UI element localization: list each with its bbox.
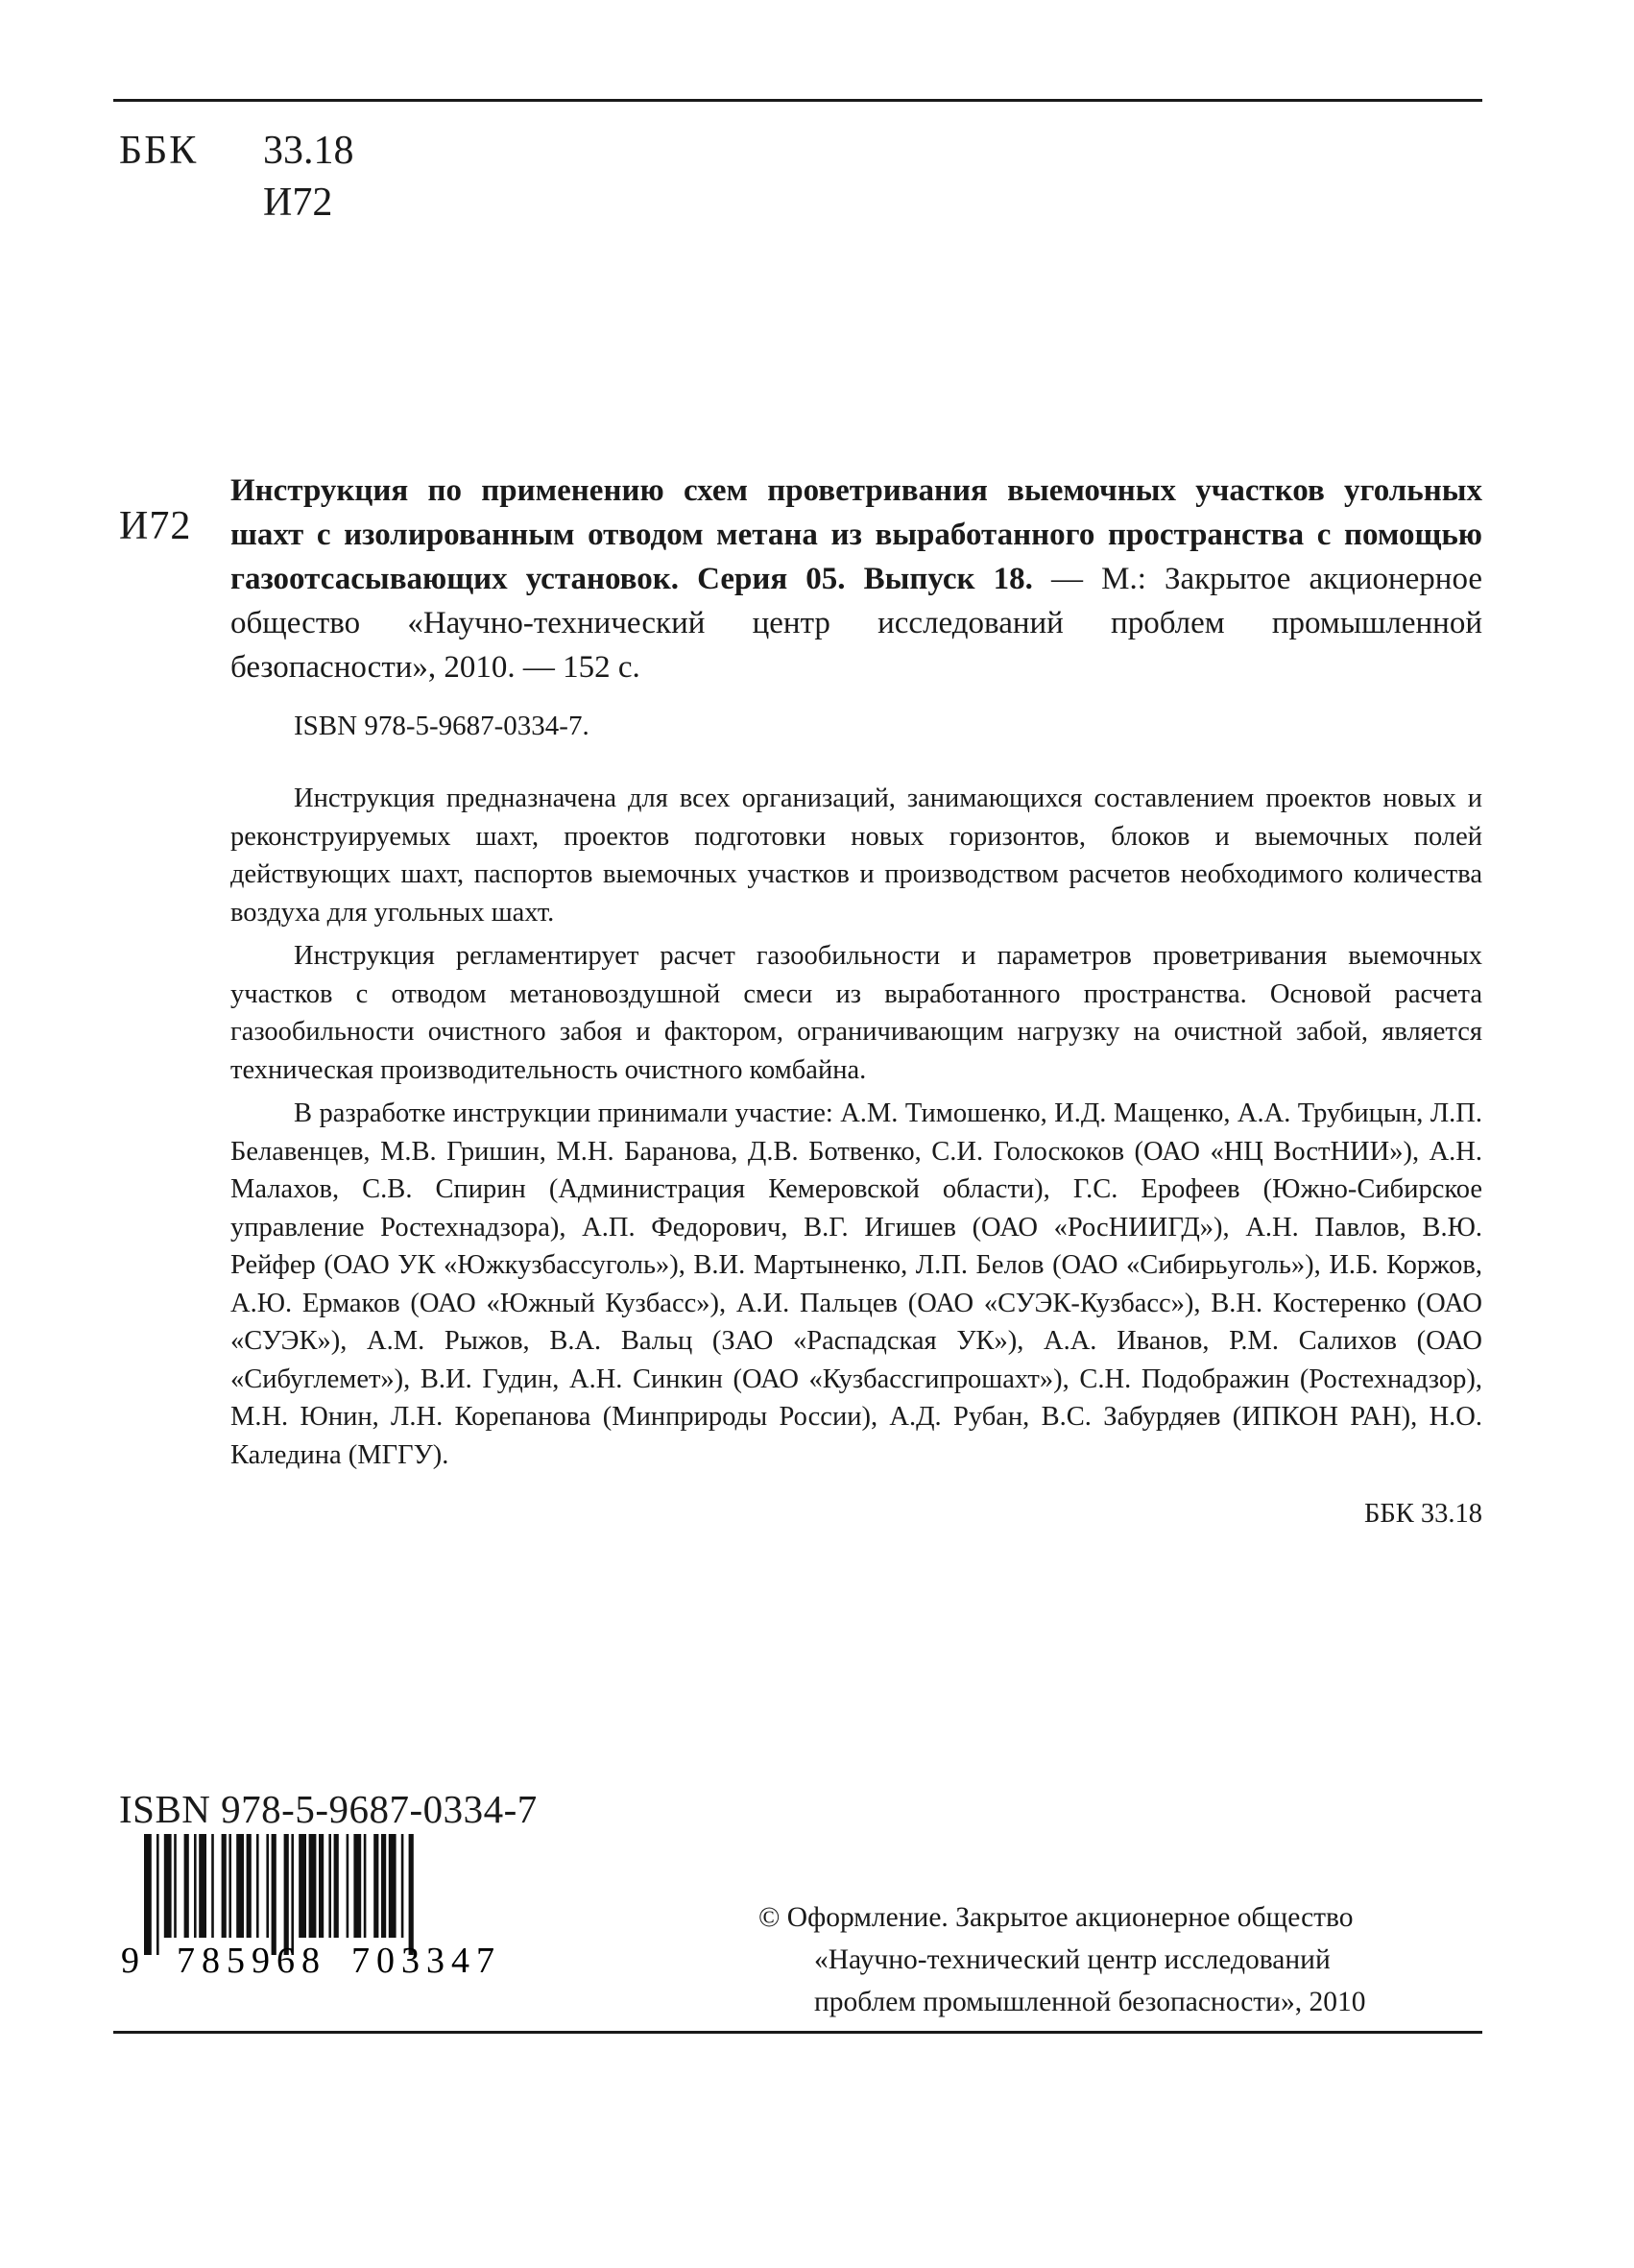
bibliographic-entry	[230, 469, 1482, 1533]
barcode-bar	[156, 1834, 159, 1955]
side-author-code: И72	[119, 504, 192, 548]
barcode-bar	[236, 1834, 244, 1938]
title-paragraph	[230, 469, 1482, 689]
isbn-line: ISBN 978-5-9687-0334-7.	[294, 711, 589, 741]
barcode-bar	[164, 1834, 172, 1938]
barcode-bar	[247, 1834, 252, 1938]
contributors-paragraph: В разработке инструкции принимали участие: А.М. Тимошенко, И.Д. Мащенко, А.А. Трубицын, Л.П. Белавенцев, М.В. Гришин, М.Н. Баранова, Д.В. Ботвенко, С.И. Голоскоков (ОАО «НЦ ВостНИИ»), А.Н. Малахов, С.В. Спирин (Администрация Кемеровской области), Г.С. Ерофеев (Южно-Сибирское управление Ростехнадзора), А.П. Федорович, В.Г. Игишев (ОАО «РосНИИГД»), А.Н. Павлов, В.Ю. Рейфер (ОАО УК «Южкузбассуголь»), В.И. Мартыненко, Л.П. Белов (ОАО «Сибирьуголь»), И.Б. Коржов, А.Ю. Ермаков (ОАО «Южный Кузбасс»), А.И. Пальцев (ОАО «СУЭК-Кузбасс»), В.Н. Костеренко (ОАО «СУЭК»), А.М. Рыжов, В.А. Вальц (ЗАО «Распадская УК»), А.А. Иванов, Р.М. Салихов (ОАО «Сибуглемет»), В.И. Гудин, А.Н. Синкин (ОАО «Кузбассгипрошахт»), С.Н. Подображин (Ростехнадзор), М.Н. Юнин, Л.Н. Корепанова (Минприроды России), А.Д. Рубан, В.С. Забурдяев (ИПКОН РАН), Н.О. Каледина (МГГУ).	[230, 1098, 1482, 1470]
copyright-line-1: © Оформление. Закрытое акционерное общество	[758, 1902, 1354, 1933]
bottom-rule	[113, 2031, 1482, 2034]
barcode-bar	[266, 1834, 269, 1938]
barcode-bar	[211, 1834, 214, 1938]
barcode-bar	[144, 1834, 152, 1955]
barcode-bar	[328, 1834, 331, 1938]
barcode-bar	[381, 1834, 386, 1938]
isbn-barcode	[119, 1786, 540, 1978]
barcode-bar	[256, 1834, 259, 1938]
barcode-bar	[347, 1834, 349, 1938]
title-publisher: — М.: Закрытое акционерное общество «Научно-технический центр исследований проблем промышленной безопасности», 2010. — 152 с.	[230, 562, 1483, 685]
barcode-bar	[299, 1834, 306, 1938]
barcode-bar	[291, 1834, 294, 1955]
barcode-bar	[284, 1834, 289, 1955]
barcode-bar	[222, 1834, 227, 1938]
barcode-bar	[364, 1834, 367, 1938]
barcode-bar	[389, 1834, 396, 1938]
barcode-bar	[401, 1834, 404, 1938]
copyright-line-2: «Научно-технический центр исследований	[814, 1944, 1331, 1975]
top-rule	[113, 99, 1482, 102]
barcode-bar	[199, 1834, 206, 1938]
copyright-notice	[758, 1896, 1482, 2023]
barcode-bar	[409, 1834, 414, 1955]
barcode-icon	[119, 1834, 540, 1978]
annotation-paragraph: Инструкция предназначена для всех организаций, занимающихся составлением проектов новых и реконструируемых шахт, проектов подготовки новых горизонтов, блоков и выемочных полей действующих шахт, паспортов выемочных участков и производством расчетов необходимого количества воздуха для угольных шахт.	[230, 784, 1482, 928]
barcode-isbn: ISBN 978-5-9687-0334-7	[119, 1787, 538, 1831]
barcode-right-digits: 703347	[351, 1941, 501, 1978]
barcode-bar	[228, 1834, 231, 1938]
barcode-bar	[334, 1834, 339, 1938]
barcode-left-digits: 785968	[177, 1941, 326, 1978]
barcode-bar	[309, 1834, 317, 1938]
title-bold: Инструкция по применению схем проветривания выемочных участков угольных шахт с изолированным отводом метана из выработанного пространства с помощью газоотсасывающих установок. Серия 05. Выпуск 18.	[230, 473, 1482, 596]
barcode-bar	[184, 1834, 189, 1938]
barcode-bar	[319, 1834, 324, 1938]
barcode-bar	[272, 1834, 276, 1955]
author-code: И72	[263, 181, 333, 225]
bbk-footer: ББК 33.18	[1364, 1499, 1482, 1529]
barcode-bar	[373, 1834, 378, 1938]
barcode-bar	[194, 1834, 197, 1938]
annotation-paragraph: Инструкция регламентирует расчет газообильности и параметров проветривания выемочных участков с отводом метановоздушной смеси из выработанного пространства. Основой расчета газообильности очистного забоя и фактором, ограничивающим нагрузку на очистной забой, является техническая производительность очистного комбайна.	[230, 941, 1482, 1085]
barcode-bar	[174, 1834, 177, 1938]
barcode-first-digit: 9	[121, 1941, 139, 1978]
barcode-bar	[353, 1834, 361, 1938]
bbk-code: 33.18	[263, 129, 354, 173]
bbk-label: ББК	[119, 129, 199, 173]
copyright-line-3: проблем промышленной безопасности», 2010	[814, 1987, 1366, 2017]
